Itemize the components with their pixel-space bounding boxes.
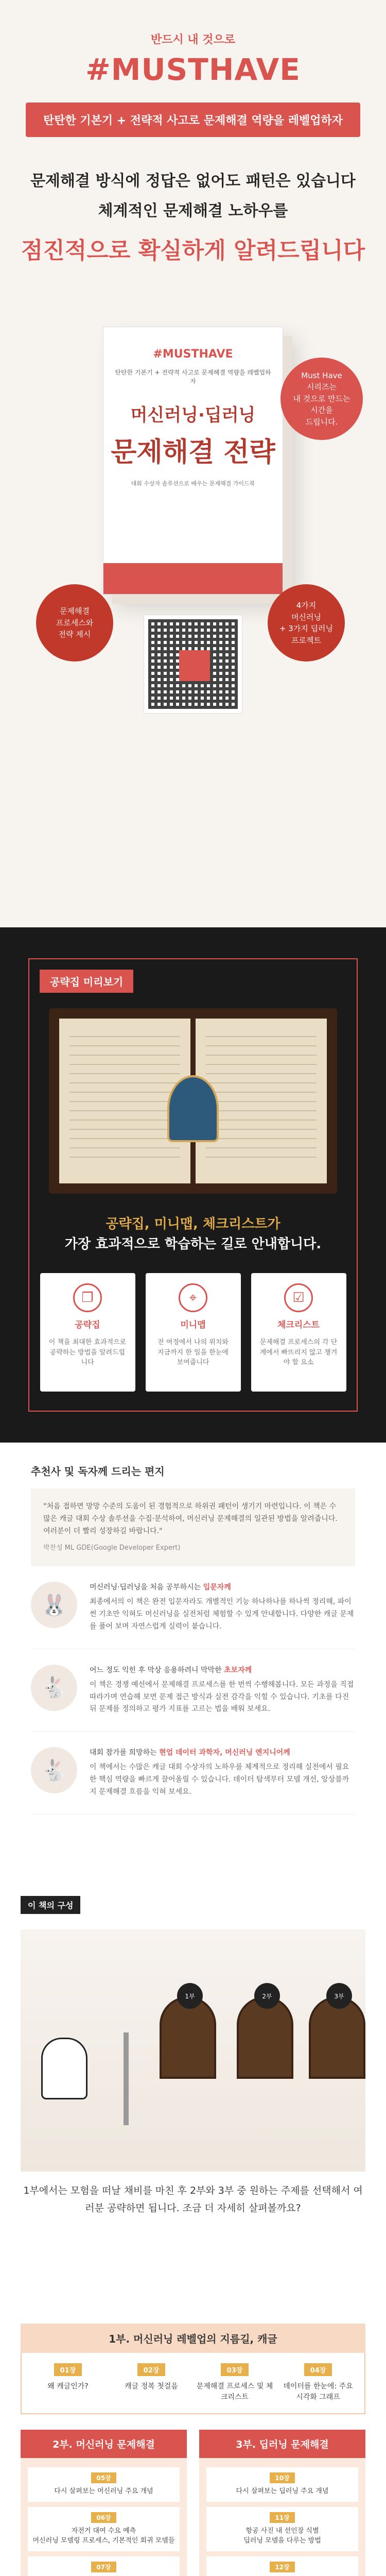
review-who [90,1582,355,1592]
preview-heading-gold: 공략집, 미니맵, 체크리스트가 [40,1214,346,1234]
preview-label: 공략집 미리보기 [40,970,133,993]
chapter-card [28,2556,180,2576]
review-item [31,1732,355,1814]
review-text: 이 책은 경쟁 예선에서 문제해결 프로세스를 한 번씩 수행해봅니다. 모든 과정을 직접 따라가며 연습해 보면 문제 접근 방식과 실전 감각을 익힐 수 있습니다. 기초를 다진 뒤 문제를 정의하고 평가 지표를 고르는 법을 배워 보세요. [90,1679,355,1716]
preview-frame [28,958,358,1412]
hero-book-wrap [0,296,386,759]
chapter-num: 06장 [91,2512,116,2523]
part1-title: 1부. 머신러닝 레벨업의 지름길, 캐글 [21,2324,365,2353]
bubble-process-text: 문제해결 프로세스와 전략 제시 [56,605,93,640]
chapter-title [210,2575,354,2576]
page-lines [206,1034,317,1158]
chapter-num: 07장 [91,2562,116,2572]
review-item [31,1649,355,1732]
reviews-section [0,1443,386,1880]
card-title: 미니맵 [154,1317,233,1330]
qr-code-image [144,615,242,713]
roadmap-illustration [21,1929,365,2172]
chapter-title [32,2575,176,2576]
rabbit-illustration [41,2038,87,2099]
chapter-title: 항공 사진 내 선인장 식별 딥러닝 모델을 다루는 방법 [210,2526,354,2546]
chapter-num: 11장 [270,2512,294,2523]
hero-brand: #MUSTHAVE [0,52,386,87]
card-title: 공략집 [48,1317,127,1330]
quote-text: "처음 접하면 망망 수준의 도움이 된 경험적으로 하위권 패턴이 생기기 마련입니다. 이 책은 수많은 캐글 대회 수상 솔루션을 수집·분석하여, 머신러닝 문제해결의 일관된 방법을 알려줍니다. 여러분이 더 빨리 성장하길 바랍니다." [43,1501,343,1537]
chapter-num: 02장 [137,2363,166,2376]
chapter-card [206,2507,358,2551]
sword-illustration [124,2032,129,2125]
book-cover-title1: 머신러닝·딥러닝 [103,401,283,426]
chapter-title: 다시 살펴보는 딥러닝 주요 개념 [210,2486,354,2497]
book-icon: ❐ [73,1283,102,1312]
rabbit-avatar-icon: 🐰 [31,1582,77,1628]
parts-section [0,2324,386,2576]
book-cover [103,327,283,595]
part3-column [199,2430,365,2576]
part3-title: 3부. 딥러닝 문제해결 [199,2430,365,2458]
preview-heading [40,1214,346,1255]
card-checklist [251,1273,346,1392]
chapter-title: 데이터를 한눈에: 주요 시각화 그래프 [279,2381,357,2403]
card-guide [40,1273,135,1392]
part2-body [21,2458,187,2576]
part2-column [21,2430,187,2576]
review-who [90,1747,355,1757]
hero-section [0,0,386,927]
rabbit-avatar-icon: 🐇 [31,1747,77,1793]
composition-section [0,1880,386,2324]
door-part1 [160,1996,216,2079]
chapter-title: 다시 살펴보는 머신러닝 주요 개념 [32,2486,176,2497]
card-desc: 문제해결 프로세스의 각 단계에서 빠뜨리지 않고 챙겨야 할 요소 [259,1337,338,1368]
book-cover-title2: 문제해결 전략 [103,430,283,469]
part-stamp: 3부 [326,1983,352,2009]
review-who-highlight: 입문자께 [203,1583,231,1591]
card-desc: 전 여정에서 나의 위치와 지금까지 한 일을 한눈에 보여줍니다 [154,1337,233,1368]
chapter-card [28,2507,180,2551]
preview-cards [40,1273,346,1392]
map-icon: ⌖ [179,1283,207,1312]
chapter-num: 12장 [270,2562,294,2572]
chapter-num: 10장 [270,2472,294,2483]
card-desc: 이 책을 최대한 효과적으로 공략하는 방법을 알려드립니다 [48,1337,127,1368]
chapter-card [28,2467,180,2502]
medal-icon [167,1075,219,1142]
hero-line3: 점진적으로 확실하게 알려드립니다 [0,232,386,265]
parts-columns [21,2430,365,2576]
card-minimap [146,1273,241,1392]
book-cover-sub: 탄탄한 기본기 + 전략적 사고로 문제해결 역량을 레벨업하자 [114,368,272,385]
door-part3 [309,1996,365,2079]
card-title: 체크리스트 [259,1317,338,1330]
preview-heading-white: 가장 효과적으로 학습하는 길로 안내합니다. [40,1234,346,1255]
bubble-projects [268,584,345,662]
chapter-card [29,2363,107,2403]
chapter-num: 03장 [221,2363,249,2376]
hero-top-sub: 반드시 내 것으로 [0,31,386,47]
hero-tagline: 탄탄한 기본기 + 전략적 사고로 문제해결 역량을 레벨업하자 [26,103,360,137]
chapter-title: 문제해결 프로세스 및 체크리스트 [196,2381,274,2403]
bubble-musthave [280,358,363,440]
part2-title: 2부. 머신러닝 문제해결 [21,2430,187,2458]
bubble-musthave-text: Must Have 시리즈는 내 것으로 만드는 시간을 드립니다. [293,370,350,428]
quote-sign: 박찬성 ML GDE(Google Developer Expert) [43,1543,343,1554]
part-stamp: 2부 [254,1983,280,2009]
checklist-icon: ☑ [284,1283,313,1312]
review-who-pre: 대회 참가를 희망하는 [90,1749,159,1757]
composition-label: 이 책의 구성 [21,1896,80,1914]
book-cover-band [103,563,283,594]
review-who-pre: 머신러닝·딥러닝을 처음 공부하시는 [90,1583,203,1591]
chapter-card [196,2363,274,2403]
chapter-card [206,2467,358,2502]
review-who-pre: 어느 정도 익힌 후 막상 응용하려니 막막한 [90,1666,224,1674]
book-cover-brand: #MUSTHAVE [103,348,283,361]
preview-book-image [49,1008,337,1194]
review-text: 최종에서의 이 책은 완전 입문자라도 개별적인 기능 하나하나를 하나씩 정리해, 파이썬 기초만 익혀도 머신러닝을 실전처럼 체험할 수 있게 안내합니다. 다양한 캐글 문제를 풀어 보며 자연스럽게 실력이 붙습니다. [90,1596,355,1633]
book-cover-desc: 대회 수상자 솔루션으로 배우는 문제해결 가이드북 [119,479,267,487]
quote-box [31,1488,355,1566]
composition-text: 1부에서는 모험을 떠날 채비를 마친 후 2부와 3부 중 원하는 주제를 선택해서 여러분 공략하면 됩니다. 조금 더 자세히 살펴볼까요? [21,2182,365,2217]
bubble-process [36,584,113,662]
review-text: 이 책에서는 수많은 캐글 대회 수상자의 노하우를 체계적으로 정리해 실전에서 필요한 핵심 역량을 빠르게 끌어올릴 수 있습니다. 데이터 탐색부터 모델 개선, 앙상블까지 문제해결 흐름을 익혀 보세요. [90,1761,355,1798]
rabbit-avatar-icon: 🐇 [31,1665,77,1711]
reviews-title: 추천사 및 독자께 드리는 편지 [31,1463,355,1478]
chapter-num: 05장 [91,2472,116,2483]
chapter-title: 자전거 대여 수요 예측 머신러닝 모델링 프로세스, 기본적인 회귀 모델들 [32,2526,176,2546]
bubble-projects-text: 4가지 머신러닝 + 3가지 딥러닝 프로젝트 [279,600,333,646]
part-stamp: 1부 [177,1983,203,2009]
chapter-card [206,2556,358,2576]
review-item [31,1566,355,1649]
chapter-card [112,2363,190,2403]
part1-chapters [21,2353,365,2414]
review-who-highlight: 초보자께 [224,1666,252,1674]
page-lines [69,1034,180,1158]
part3-body [199,2458,365,2576]
chapter-num: 01장 [54,2363,82,2376]
preview-section [0,927,386,1443]
review-who-highlight: 현업 데이터 과학자, 머신러닝 엔지니어께 [159,1749,290,1757]
hero-line2: 체계적인 문제해결 노하우를 [0,198,386,221]
chapter-title: 캐글 정복 첫걸음 [112,2381,190,2392]
door-part2 [237,1996,293,2079]
qr-center-mark [179,650,210,681]
review-who [90,1665,355,1675]
chapter-num: 04장 [304,2363,332,2376]
hero-line1: 문제해결 방식에 정답은 없어도 패턴은 있습니다 [0,168,386,191]
chapter-card [279,2363,357,2403]
chapter-title: 왜 캐글인가? [29,2381,107,2392]
